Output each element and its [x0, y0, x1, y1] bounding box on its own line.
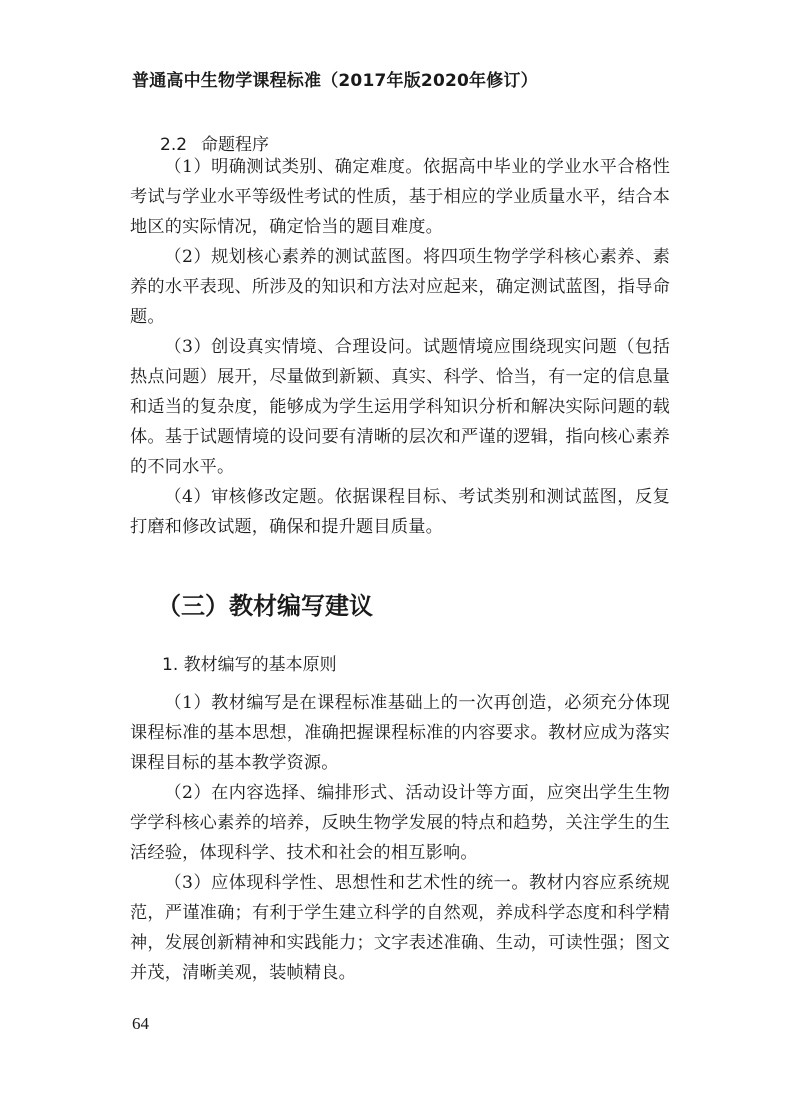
subsection-heading: 1. 教材编写的基本原则: [162, 655, 337, 675]
subsection-1-body: [130, 688, 670, 988]
paragraph-principle-1: （1）教材编写是在课程标准基础上的一次再创造，必须充分体现课程标准的基本思想，准确把握课程标准的内容要求。教材应成为落实课程目标的基本教学资源。: [130, 693, 670, 773]
section-number: 2.2: [160, 135, 188, 155]
paragraph-clarify-test-type: （1）明确测试类别、确定难度。依据高中毕业的学业水平合格性考试与学业水平等级性考试的性质，基于相应的学业质量水平，结合本地区的实际情况，确定恰当的题目难度。: [130, 157, 670, 237]
section-2-2-body: [130, 152, 670, 542]
paragraph-plan-test-blueprint: （2）规划核心素养的测试蓝图。将四项生物学学科核心素养、素养的水平表现、所涉及的知识和方法对应起来，确定测试蓝图，指导命题。: [130, 247, 670, 327]
paragraph-principle-3: （3）应体现科学性、思想性和艺术性的统一。教材内容应系统规范，严谨准确；有利于学生建立科学的自然观，养成科学态度和科学精神，发展创新精神和实践能力；文字表述准确、生动，可读性强；图文并茂，清晰美观，装帧精良。: [130, 873, 670, 983]
chapter-heading: （三）教材编写建议: [157, 592, 373, 620]
section-title: 命题程序: [201, 135, 270, 155]
page-number: 64: [132, 1014, 149, 1033]
paragraph-create-situation: （3）创设真实情境、合理设问。试题情境应围绕现实问题（包括热点问题）展开，尽量做到新颖、真实、科学、恰当，有一定的信息量和适当的复杂度，能够成为学生运用学科知识分析和解决实际问题的载体。基于试题情境的设问要有清晰的层次和严谨的逻辑，指向核心素养的不同水平。: [130, 337, 670, 477]
paragraph-principle-2: （2）在内容选择、编排形式、活动设计等方面，应突出学生生物学学科核心素养的培养，反映生物学发展的特点和趋势，关注学生的生活经验，体现科学、技术和社会的相互影响。: [130, 783, 670, 863]
running-header: 普通高中生物学课程标准（2017年版2020年修订）: [132, 71, 538, 91]
paragraph-review-revise: （4）审核修改定题。依据课程目标、考试类别和测试蓝图，反复打磨和修改试题，确保和提升题目质量。: [130, 487, 670, 537]
